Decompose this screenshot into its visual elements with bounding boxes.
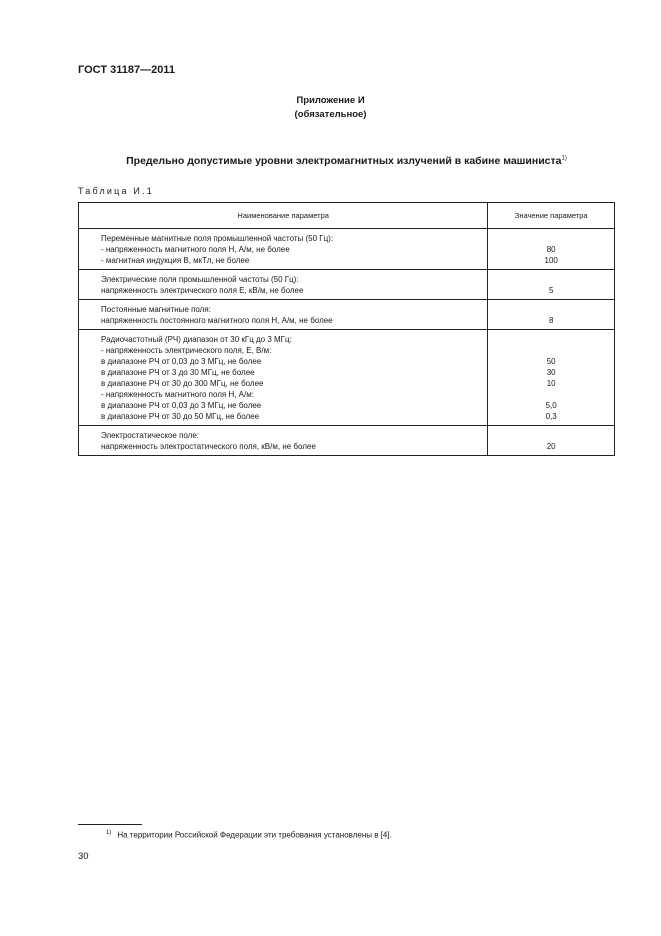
table-row bbox=[79, 300, 615, 330]
parameter-value-line: 80 bbox=[546, 245, 556, 254]
parameter-value-line: 10 bbox=[546, 379, 556, 388]
parameter-name-line: в диапазоне РЧ от 3 до 30 МГц, не более bbox=[101, 368, 255, 377]
parameter-value-line bbox=[492, 389, 610, 400]
table-row bbox=[79, 330, 615, 426]
parameter-name-cell bbox=[79, 426, 488, 456]
parameter-name-line: напряженность электрического поля E, кВ/м, не более bbox=[101, 286, 304, 295]
page-number: 30 bbox=[78, 851, 89, 862]
parameter-value-cell bbox=[488, 270, 615, 300]
footnote bbox=[106, 830, 392, 840]
parameter-value-line: 5 bbox=[548, 286, 554, 295]
parameter-name-line: в диапазоне РЧ от 30 до 300 МГц, не более bbox=[101, 379, 264, 388]
parameter-value-line bbox=[492, 274, 610, 285]
parameter-name-cell bbox=[79, 330, 488, 426]
title-text: Предельно допустимые уровни электромагнитных излучений в кабине машиниста bbox=[126, 155, 562, 167]
parameter-value-line bbox=[492, 334, 610, 345]
parameter-value-line: 50 bbox=[546, 357, 556, 366]
table-header-row bbox=[79, 203, 615, 229]
parameter-name-line: - напряженность магнитного поля H, А/м: bbox=[101, 390, 254, 399]
parameter-value-line: 100 bbox=[544, 256, 558, 265]
parameter-name-line: в диапазоне РЧ от 0,03 до 3 МГц, не более bbox=[101, 357, 262, 366]
parameter-value-line: 20 bbox=[546, 442, 556, 451]
parameter-value-line bbox=[492, 233, 610, 244]
parameter-name-line: напряженность электростатического поля, кВ/м, не более bbox=[101, 442, 316, 451]
parameter-value-cell bbox=[488, 300, 615, 330]
table-body bbox=[79, 229, 615, 456]
parameter-name-line: Электрические поля промышленной частоты (50 Гц): bbox=[101, 275, 299, 284]
footnote-mark: 1) bbox=[561, 155, 567, 162]
parameter-name-line: напряженность постоянного магнитного поля H, А/м, не более bbox=[101, 316, 333, 325]
parameter-name-cell bbox=[79, 229, 488, 270]
parameter-name-line: Электростатическое поле: bbox=[101, 431, 200, 440]
parameter-value-line bbox=[492, 430, 610, 441]
parameter-name-line: - напряженность электрического поля, E, В/м: bbox=[101, 346, 272, 355]
parameter-name-line: Радиочастотный (РЧ) диапазон от 30 кГц до 3 МГц: bbox=[101, 335, 292, 344]
table-row bbox=[79, 229, 615, 270]
parameter-name-cell bbox=[79, 300, 488, 330]
parameter-name-line: Постоянные магнитные поля: bbox=[101, 305, 211, 314]
column-header-value: Значение параметра bbox=[488, 203, 615, 229]
parameter-value-line: 5,0 bbox=[545, 401, 557, 410]
parameter-value-line: 0,3 bbox=[545, 412, 557, 421]
section-title bbox=[78, 155, 615, 167]
parameter-name-line: - магнитная индукция В, мкТл, не более bbox=[101, 256, 250, 265]
footnote-divider bbox=[78, 824, 142, 825]
footnote-number: 1) bbox=[106, 830, 112, 836]
parameter-value-line bbox=[492, 345, 610, 356]
appendix-label: Приложение И bbox=[296, 95, 365, 106]
table-row bbox=[79, 426, 615, 456]
parameter-name-cell bbox=[79, 270, 488, 300]
parameter-name-line: - напряженность магнитного поля H, А/м, не более bbox=[101, 245, 290, 254]
parameter-value-cell bbox=[488, 330, 615, 426]
appendix-status: (обязательное) bbox=[294, 109, 367, 120]
table-caption: Таблица И.1 bbox=[78, 186, 154, 196]
parameter-value-cell bbox=[488, 426, 615, 456]
parameter-name-line: Переменные магнитные поля промышленной частоты (50 Гц): bbox=[101, 234, 334, 243]
parameter-value-line: 8 bbox=[548, 316, 554, 325]
parameter-value-line bbox=[492, 304, 610, 315]
parameters-table bbox=[78, 202, 615, 456]
parameter-name-line: в диапазоне РЧ от 30 до 50 МГц, не более bbox=[101, 412, 260, 421]
parameter-name-line: в диапазоне РЧ от 0,03 до 3 МГц, не более bbox=[101, 401, 262, 410]
footnote-text: На территории Российской Федерации эти требования установлены в [4]. bbox=[117, 830, 392, 840]
column-header-name: Наименование параметра bbox=[79, 203, 488, 229]
parameter-value-line: 30 bbox=[546, 368, 556, 377]
table-row bbox=[79, 270, 615, 300]
document-header: ГОСТ 31187—2011 bbox=[78, 64, 175, 76]
parameter-value-cell bbox=[488, 229, 615, 270]
